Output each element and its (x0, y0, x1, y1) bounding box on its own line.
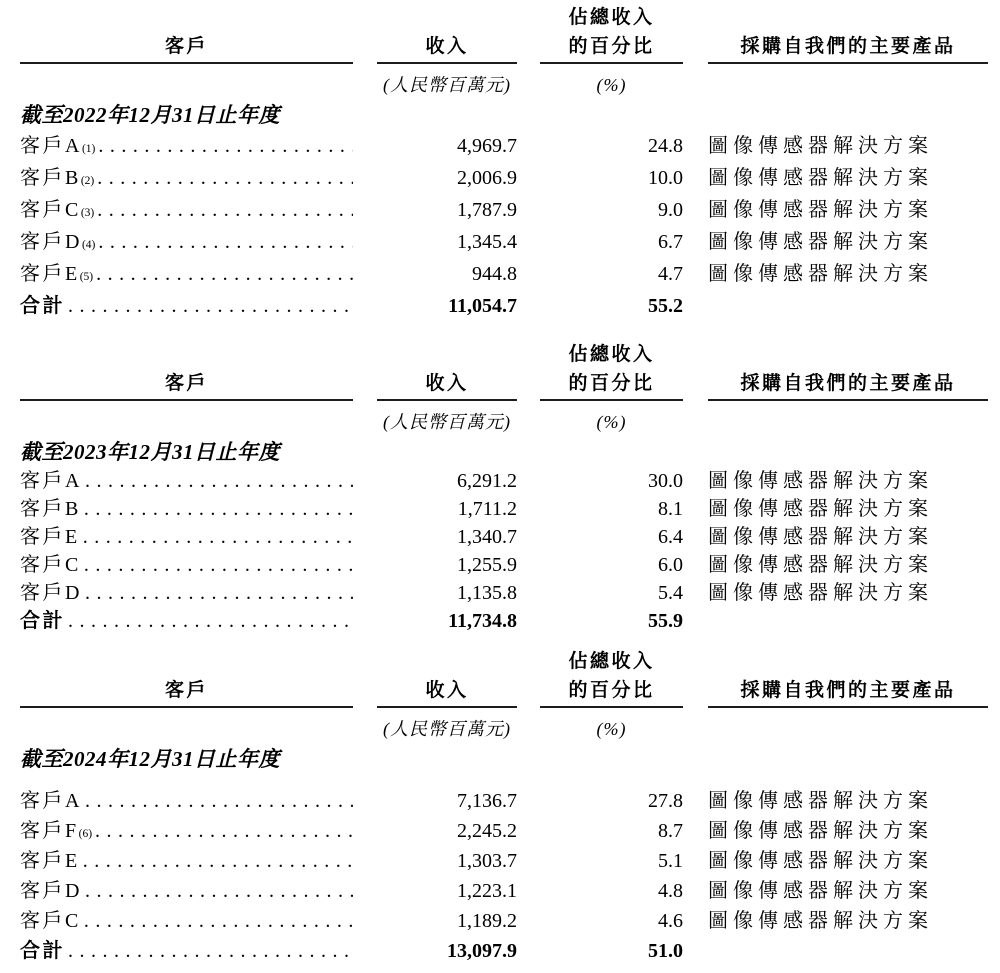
total-label: 合計 (20, 295, 65, 317)
product-cell: 圖像傳感器解決方案 (708, 526, 933, 548)
revenue-cell: 1,340.7 (457, 526, 517, 548)
revenue-total-cell: 11,054.7 (448, 295, 517, 317)
header-line1 (20, 652, 988, 672)
customer-label: 客戶A (20, 135, 82, 157)
dot-leader (81, 906, 353, 936)
total-label: 合計 (20, 940, 65, 962)
customer-label: 客戶C (20, 910, 81, 932)
dot-leader (80, 846, 353, 876)
product-cell: 圖像傳感器解決方案 (708, 498, 933, 520)
table-row (20, 226, 988, 258)
pct-unit-label: (%) (596, 719, 627, 739)
revenue-cell: 6,291.2 (457, 470, 517, 492)
customer-cell: 客戶D (4) ..... (20, 226, 353, 258)
dot-leader (94, 162, 353, 194)
dot-leader (82, 786, 353, 816)
pct-total-cell: 51.0 (648, 940, 683, 962)
revenue-cell: 1,223.1 (457, 880, 517, 902)
table-row (20, 551, 988, 579)
header-line2 (20, 681, 988, 708)
pct-cell: 6.0 (658, 554, 683, 576)
table-row (20, 906, 988, 936)
table-body (20, 786, 988, 966)
customer-cell: 客戶A (1) ..... (20, 130, 353, 162)
customer-cell (20, 523, 353, 551)
header-line1 (20, 8, 988, 28)
customer-cell (20, 607, 353, 635)
customer-label: 客戶F (20, 820, 79, 842)
dot-leader (80, 523, 353, 551)
dot-leader (94, 194, 353, 226)
pct-cell: 5.1 (658, 850, 683, 872)
customer-label: 客戶D (20, 582, 82, 604)
revenue-cell: 1,711.2 (457, 498, 517, 520)
customer-label: 客戶B (20, 498, 81, 520)
pct-cell: 4.6 (658, 910, 683, 932)
pct-cell: 27.8 (648, 790, 683, 812)
customer-label: 客戶A (20, 790, 82, 812)
pct-cell: 9.0 (658, 199, 683, 221)
header-line1 (20, 345, 988, 365)
col-header-pct-line1: 佔總收入 (568, 7, 655, 28)
product-cell: 圖像傳感器解決方案 (708, 135, 933, 157)
revenue-unit-label: (人民幣百萬元) (383, 412, 511, 432)
table-total-row (20, 607, 988, 635)
revenue-cell: 1,135.8 (457, 582, 517, 604)
col-header-pct-line2: 的百分比 (540, 37, 683, 64)
table-row (20, 816, 988, 846)
total-label: 合計 (20, 610, 65, 632)
table-year-2022 (20, 8, 988, 322)
table-row (20, 467, 988, 495)
pct-cell: 24.8 (648, 135, 683, 157)
header-line2 (20, 374, 988, 401)
product-cell: 圖像傳感器解決方案 (708, 880, 933, 902)
table-row (20, 579, 988, 607)
col-header-customer: 客戶 (20, 37, 353, 64)
pct-cell: 30.0 (648, 470, 683, 492)
col-header-pct-line1: 佔總收入 (568, 651, 655, 672)
dot-leader (95, 226, 353, 258)
revenue-total-cell: 13,097.9 (447, 940, 517, 962)
pct-cell: 8.1 (658, 498, 683, 520)
dot-leader (82, 579, 353, 607)
customer-cell (20, 846, 353, 876)
col-header-products: 採購自我們的主要產品 (708, 374, 988, 401)
table-total-row (20, 936, 988, 966)
table-row (20, 162, 988, 194)
pct-cell: 4.7 (658, 263, 683, 285)
pct-total-cell: 55.9 (648, 610, 683, 632)
pct-total-cell: 55.2 (648, 295, 683, 317)
customer-cell: 客戶B (2) ..... (20, 162, 353, 194)
product-cell: 圖像傳感器解決方案 (708, 263, 933, 285)
customer-cell (20, 906, 353, 936)
dot-leader (81, 551, 353, 579)
table-body (20, 467, 988, 635)
revenue-total-cell: 11,734.8 (448, 610, 517, 632)
dot-leader (82, 467, 353, 495)
customer-cell: 客戶E (5) ..... (20, 258, 353, 290)
revenue-cell: 1,303.7 (457, 850, 517, 872)
revenue-cell: 944.8 (472, 263, 517, 285)
dot-leader (93, 258, 353, 290)
product-cell: 圖像傳感器解決方案 (708, 199, 933, 221)
revenue-cell: 4,969.7 (457, 135, 517, 157)
revenue-unit-label: (人民幣百萬元) (383, 719, 511, 739)
col-header-revenue: 收入 (377, 37, 517, 64)
revenue-cell: 1,189.2 (457, 910, 517, 932)
product-cell: 圖像傳感器解決方案 (708, 470, 933, 492)
col-header-products: 採購自我們的主要產品 (708, 37, 988, 64)
dot-leader (65, 936, 353, 966)
revenue-cell: 1,787.9 (457, 199, 517, 221)
table-row (20, 258, 988, 290)
customer-label: 客戶C (20, 554, 81, 576)
period-title: 截至2022年12月31日止年度 (20, 103, 280, 127)
pct-cell: 8.7 (658, 820, 683, 842)
period-title: 截至2024年12月31日止年度 (20, 747, 280, 771)
customer-cell (20, 786, 353, 816)
revenue-cell: 7,136.7 (457, 790, 517, 812)
product-cell: 圖像傳感器解決方案 (708, 850, 933, 872)
table-row (20, 523, 988, 551)
pct-unit-label: (%) (596, 75, 627, 95)
table-total-row (20, 290, 988, 322)
revenue-unit-label: (人民幣百萬元) (383, 75, 511, 95)
dot-leader (65, 290, 353, 322)
col-header-pct-line2: 的百分比 (540, 374, 683, 401)
product-cell: 圖像傳感器解決方案 (708, 167, 933, 189)
table-row (20, 786, 988, 816)
customer-cell (20, 936, 353, 966)
revenue-cell: 1,255.9 (457, 554, 517, 576)
product-cell: 圖像傳感器解決方案 (708, 231, 933, 253)
revenue-cell: 2,245.2 (457, 820, 517, 842)
customer-cell (20, 579, 353, 607)
pct-unit-label: (%) (596, 412, 627, 432)
revenue-cell: 1,345.4 (457, 231, 517, 253)
table-row (20, 846, 988, 876)
customer-label: 客戶D (20, 231, 82, 253)
col-header-pct-line2: 的百分比 (540, 681, 683, 708)
customer-label: 客戶C (20, 199, 81, 221)
col-header-customer: 客戶 (20, 681, 353, 708)
table-row (20, 876, 988, 906)
product-cell: 圖像傳感器解決方案 (708, 820, 933, 842)
unit-row (20, 413, 988, 431)
table-row (20, 495, 988, 523)
customer-cell (20, 290, 353, 322)
unit-row (20, 720, 988, 738)
product-cell: 圖像傳感器解決方案 (708, 910, 933, 932)
col-header-pct-line1: 佔總收入 (568, 344, 655, 365)
product-cell: 圖像傳感器解決方案 (708, 790, 933, 812)
customer-cell (20, 495, 353, 523)
customer-label: 客戶B (20, 167, 81, 189)
pct-cell: 10.0 (648, 167, 683, 189)
customer-label: 客戶D (20, 880, 82, 902)
col-header-revenue: 收入 (377, 681, 517, 708)
dot-leader (82, 876, 353, 906)
pct-cell: 5.4 (658, 582, 683, 604)
header-line2 (20, 37, 988, 64)
customer-cell (20, 551, 353, 579)
customer-cell: 客戶C (3) ..... (20, 194, 353, 226)
pct-cell: 4.8 (658, 880, 683, 902)
product-cell: 圖像傳感器解決方案 (708, 554, 933, 576)
unit-row (20, 76, 988, 94)
col-header-customer: 客戶 (20, 374, 353, 401)
dot-leader (65, 607, 353, 635)
pct-cell: 6.4 (658, 526, 683, 548)
pct-cell: 6.7 (658, 231, 683, 253)
table-year-2024 (20, 652, 988, 966)
dot-leader (92, 816, 353, 846)
table-row (20, 130, 988, 162)
col-header-revenue: 收入 (377, 374, 517, 401)
product-cell: 圖像傳感器解決方案 (708, 582, 933, 604)
period-title: 截至2023年12月31日止年度 (20, 440, 280, 464)
table-year-2023 (20, 345, 988, 635)
customer-label: 客戶A (20, 470, 82, 492)
dot-leader (81, 495, 353, 523)
customer-cell (20, 467, 353, 495)
customer-cell: 客戶F (6) ..... (20, 816, 353, 846)
customer-label: 客戶E (20, 263, 80, 285)
table-row (20, 194, 988, 226)
revenue-cell: 2,006.9 (457, 167, 517, 189)
customer-label: 客戶E (20, 526, 80, 548)
table-body (20, 130, 988, 322)
customer-label: 客戶E (20, 850, 80, 872)
dot-leader (95, 130, 353, 162)
col-header-products: 採購自我們的主要產品 (708, 681, 988, 708)
customer-cell (20, 876, 353, 906)
